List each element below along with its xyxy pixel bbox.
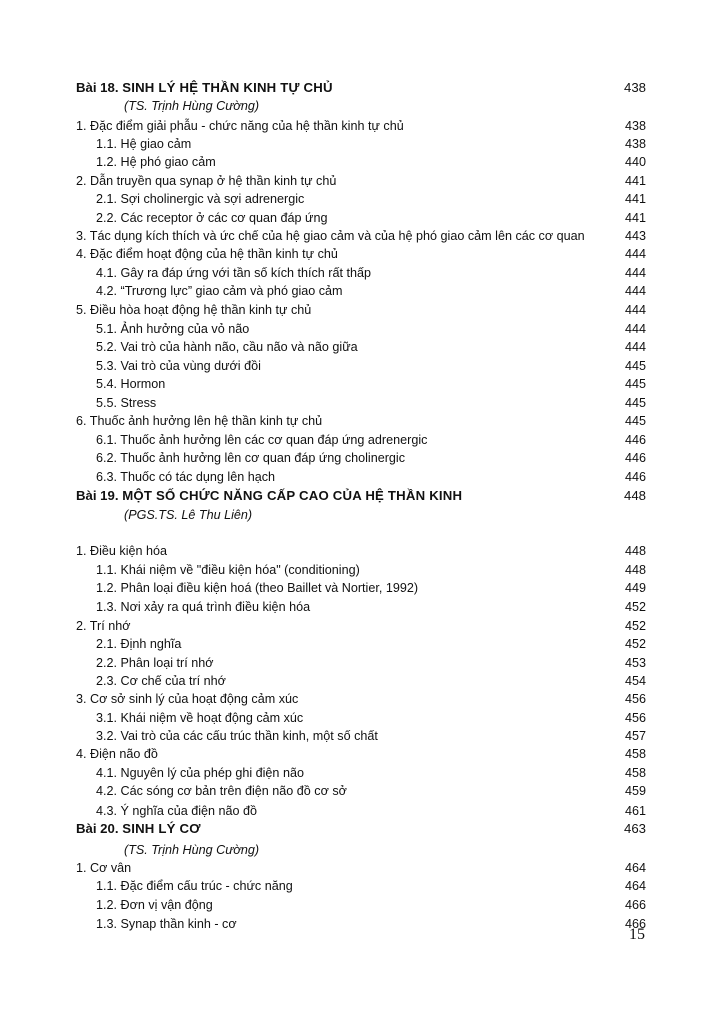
entry-page: 445: [624, 414, 646, 428]
entry-page: 446: [624, 451, 646, 465]
entry-page: 464: [624, 861, 646, 875]
lesson-number: Bài 19.: [76, 488, 119, 503]
entry-page: 444: [624, 266, 646, 280]
entry-page: 443: [624, 229, 646, 243]
toc-entry: [0, 635, 722, 653]
entry-title: [76, 820, 201, 838]
toc-entry: [0, 264, 722, 282]
toc-entry: [0, 227, 722, 245]
entry-page: 441: [624, 174, 646, 188]
entry-page: 448: [624, 544, 646, 558]
entry-page: 466: [624, 917, 646, 931]
entry-title: 1.3. Nơi xảy ra quá trình điều kiện hóa: [96, 600, 311, 614]
entry-title: 2.2. Các receptor ở các cơ quan đáp ứng: [96, 211, 328, 225]
entry-title: 4. Điện não đồ: [76, 747, 158, 761]
toc-entry: [0, 915, 722, 933]
toc-entry: [0, 654, 722, 672]
entry-title: 6.2. Thuốc ảnh hưởng lên cơ quan đáp ứng cholinergic: [96, 451, 406, 465]
author-line: [0, 97, 722, 115]
entry-title: 2.1. Định nghĩa: [96, 637, 182, 651]
toc-entry: [0, 172, 722, 190]
page-number: 15: [629, 926, 645, 943]
entry-title: 1.1. Khái niệm về "điều kiện hóa" (conditioning): [96, 563, 360, 577]
entry-title: 1.2. Phân loại điều kiện hoá (theo Baillet và Nortier, 1992): [96, 581, 419, 595]
toc-entry: [0, 357, 722, 375]
lesson-title: SINH LÝ HỆ THẦN KINH TỰ CHỦ: [122, 80, 333, 95]
entry-title: (PGS.TS. Lê Thu Liên): [124, 508, 253, 522]
entry-page: 453: [624, 656, 646, 670]
lesson-heading: [0, 487, 722, 505]
entry-page: 438: [623, 80, 646, 95]
toc-entry: [0, 153, 722, 171]
lesson-title: MỘT SỐ CHỨC NĂNG CẤP CAO CỦA HỆ THẦN KINH: [122, 488, 463, 503]
entry-title: 2.2. Phân loại trí nhớ: [96, 656, 214, 670]
entry-title: 1.2. Hệ phó giao cảm: [96, 155, 216, 169]
entry-page: 452: [624, 619, 646, 633]
entry-page: 448: [624, 563, 646, 577]
entry-title: 4.2. “Trương lực” giao cảm và phó giao cảm: [96, 284, 343, 298]
entry-title: 5.1. Ảnh hưởng của vỏ não: [96, 322, 250, 336]
entry-title: 2. Dẫn truyền qua synap ở hệ thần kinh tự chủ: [76, 174, 337, 188]
entry-title: 3.2. Vai trò của các cấu trúc thần kinh, một số chất: [96, 729, 378, 743]
toc-entry: [0, 468, 722, 486]
entry-title: 5.3. Vai trò của vùng dưới đồi: [96, 359, 261, 373]
entry-title: (TS. Trịnh Hùng Cường): [124, 99, 260, 113]
entry-page: 452: [624, 600, 646, 614]
lesson-heading: [0, 79, 722, 97]
toc-entry: [0, 859, 722, 877]
toc-entry: [0, 617, 722, 635]
entry-page: 445: [624, 396, 646, 410]
entry-title: 4. Đặc điểm hoạt động của hệ thần kinh tự chủ: [76, 247, 338, 261]
entry-page: 445: [624, 359, 646, 373]
entry-page: 456: [624, 692, 646, 706]
entry-page: 438: [624, 119, 646, 133]
entry-title: 6.3. Thuốc có tác dụng lên hạch: [96, 470, 276, 484]
toc-entry: [0, 579, 722, 597]
toc-entry: [0, 412, 722, 430]
entry-page: 458: [624, 766, 646, 780]
entry-title: 1.2. Đơn vị vận động: [96, 898, 213, 912]
entry-page: 444: [624, 322, 646, 336]
entry-page: 444: [624, 247, 646, 261]
entry-page: 454: [624, 674, 646, 688]
entry-page: 459: [624, 784, 646, 798]
entry-title: 5. Điều hòa hoạt động hệ thần kinh tự chủ: [76, 303, 312, 317]
entry-title: 3. Cơ sở sinh lý của hoạt động cảm xúc: [76, 692, 299, 706]
toc-entry: [0, 449, 722, 467]
entry-title: 2.3. Cơ chế của trí nhớ: [96, 674, 226, 688]
entry-page: 445: [624, 377, 646, 391]
entry-title: 5.5. Stress: [96, 396, 157, 410]
entry-page: 457: [624, 729, 646, 743]
author-line: [0, 841, 722, 859]
entry-page: 452: [624, 637, 646, 651]
entry-page: 448: [623, 488, 646, 503]
entry-page: 446: [624, 433, 646, 447]
entry-title: [76, 487, 462, 505]
entry-page: 444: [624, 284, 646, 298]
entry-page: 444: [624, 340, 646, 354]
entry-title: 4.1. Nguyên lý của phép ghi điện não: [96, 766, 304, 780]
toc-entry: [0, 542, 722, 560]
toc-entry: [0, 764, 722, 782]
entry-title: 6. Thuốc ảnh hưởng lên hệ thần kinh tự chủ: [76, 414, 323, 428]
toc-entry: [0, 802, 722, 820]
toc-entry: [0, 745, 722, 763]
entry-page: 444: [624, 303, 646, 317]
toc-entry: [0, 598, 722, 616]
entry-title: 6.1. Thuốc ảnh hưởng lên các cơ quan đáp ứng adrenergic: [96, 433, 428, 447]
toc-entry: [0, 375, 722, 393]
toc-entry: [0, 431, 722, 449]
lesson-number: Bài 20.: [76, 821, 119, 836]
entry-page: 446: [624, 470, 646, 484]
entry-page: 466: [624, 898, 646, 912]
entry-title: 1. Điều kiện hóa: [76, 544, 168, 558]
entry-title: 1.1. Hệ giao cảm: [96, 137, 192, 151]
toc-entry: [0, 301, 722, 319]
entry-title: 4.2. Các sóng cơ bản trên điện não đồ cơ sở: [96, 784, 347, 798]
entry-page: 464: [624, 879, 646, 893]
entry-page: 449: [624, 581, 646, 595]
entry-title: 2.1. Sợi cholinergic và sợi adrenergic: [96, 192, 305, 206]
entry-title: 1.1. Đặc điểm cấu trúc - chức năng: [96, 879, 293, 893]
toc-entry: [0, 320, 722, 338]
toc-entry: [0, 672, 722, 690]
lesson-number: Bài 18.: [76, 80, 119, 95]
toc-entry: [0, 561, 722, 579]
toc-entry: [0, 135, 722, 153]
entry-page: 458: [624, 747, 646, 761]
entry-page: 441: [624, 211, 646, 225]
toc-entry: [0, 709, 722, 727]
toc-entry: [0, 190, 722, 208]
entry-title: 3. Tác dụng kích thích và ức chế của hệ giao cảm và của hệ phó giao cảm lên các cơ quan: [76, 229, 585, 243]
toc-entry: [0, 877, 722, 895]
entry-page: 440: [624, 155, 646, 169]
toc-entry: [0, 896, 722, 914]
entry-title: 4.3. Ý nghĩa của điện não đồ: [96, 804, 258, 818]
entry-page: 441: [624, 192, 646, 206]
toc-entry: [0, 394, 722, 412]
toc-entry: [0, 782, 722, 800]
toc-entry: [0, 209, 722, 227]
entry-title: 5.4. Hormon: [96, 377, 166, 391]
entry-title: 3.1. Khái niệm về hoạt động cảm xúc: [96, 711, 304, 725]
entry-page: 438: [624, 137, 646, 151]
entry-title: (TS. Trịnh Hùng Cường): [124, 843, 260, 857]
toc-entry: [0, 117, 722, 135]
entry-page: 456: [624, 711, 646, 725]
entry-title: 5.2. Vai trò của hành não, cầu não và não giữa: [96, 340, 358, 354]
entry-title: [76, 79, 333, 97]
lesson-heading: [0, 820, 722, 838]
entry-title: 2. Trí nhớ: [76, 619, 131, 633]
toc-entry: [0, 690, 722, 708]
entry-page: 463: [623, 821, 646, 836]
toc-entry: [0, 338, 722, 356]
entry-title: 1.3. Synap thần kinh - cơ: [96, 917, 237, 931]
toc-entry: [0, 727, 722, 745]
toc-entry: [0, 282, 722, 300]
entry-title: 1. Cơ vân: [76, 861, 132, 875]
toc-entry: [0, 245, 722, 263]
author-line: [0, 506, 722, 524]
lesson-title: SINH LÝ CƠ: [122, 821, 201, 836]
entry-title: 1. Đặc điểm giải phẫu - chức năng của hệ thần kinh tự chủ: [76, 119, 404, 133]
entry-page: 461: [624, 804, 646, 818]
entry-title: 4.1. Gây ra đáp ứng với tần số kích thích rất thấp: [96, 266, 372, 280]
